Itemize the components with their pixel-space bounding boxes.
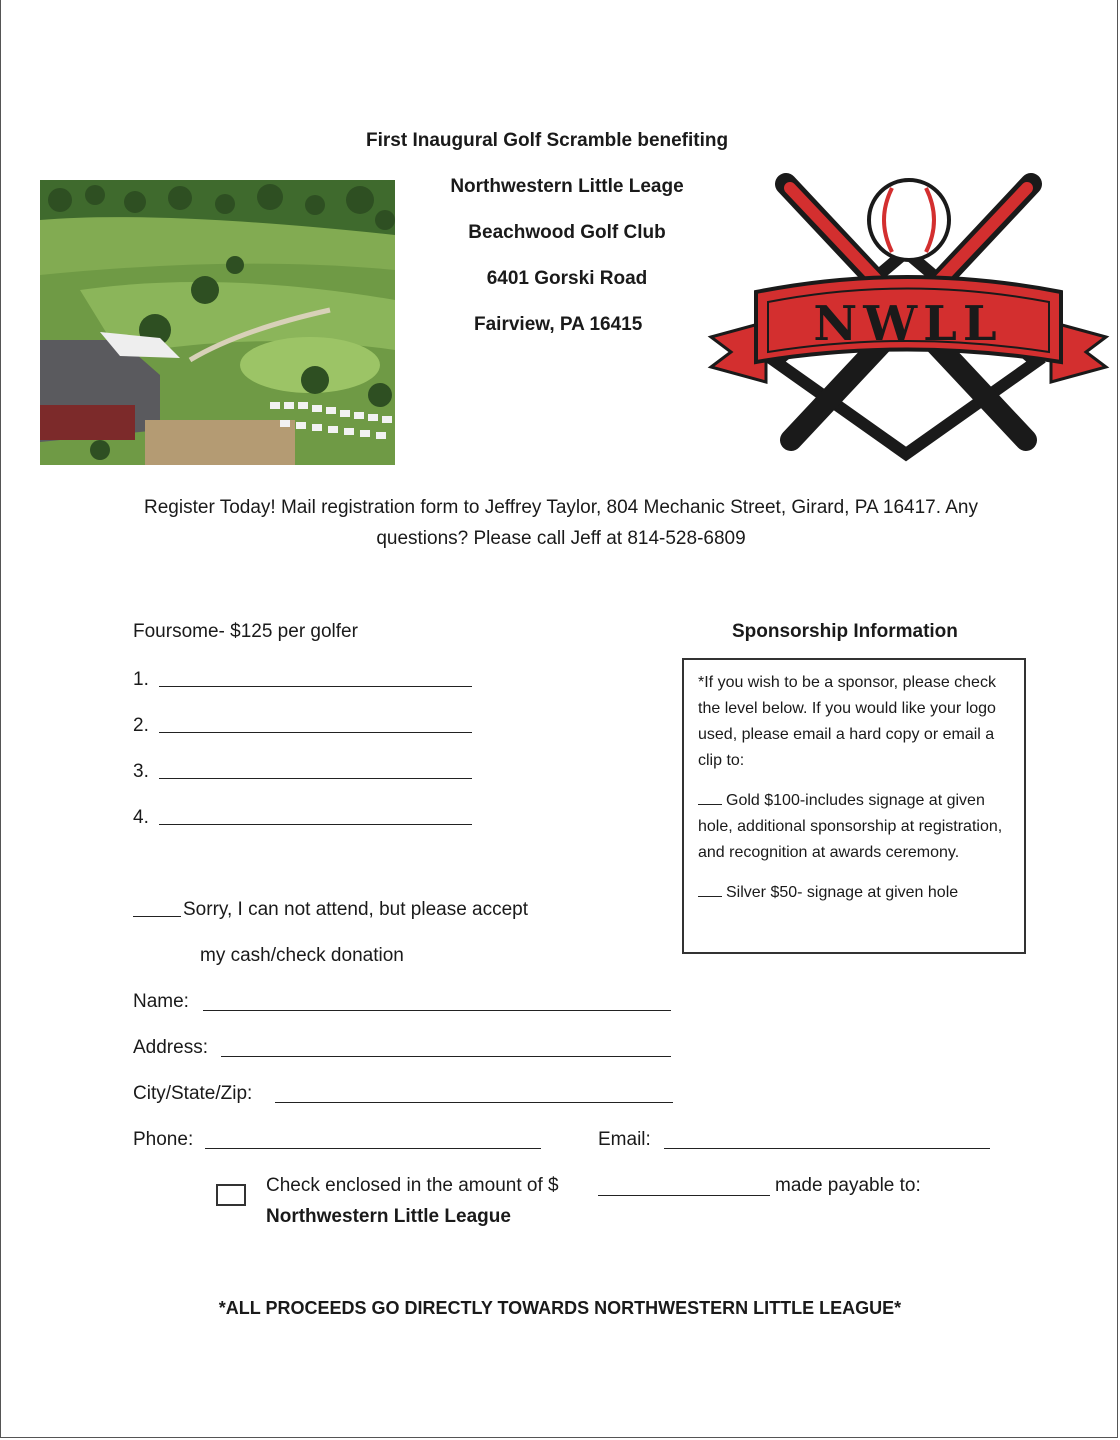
flyer-title: First Inaugural Golf Scramble benefiting bbox=[366, 130, 729, 151]
address-label: Address: bbox=[133, 1037, 208, 1058]
golfer-slot-3-label: 3. bbox=[133, 761, 149, 782]
golf-course-photo bbox=[40, 180, 395, 465]
sponsorship-silver-option bbox=[698, 880, 1010, 906]
sponsorship-gold-option bbox=[698, 788, 1010, 866]
check-amount-prefix: Check enclosed in the amount of $ bbox=[266, 1175, 559, 1196]
sponsorship-intro: *If you wish to be a sponsor, please check the level below. If you would like your logo used, please email a hard copy or email a clip to: bbox=[698, 674, 996, 769]
city-state-zip-label: City/State/Zip: bbox=[133, 1083, 253, 1104]
address-field[interactable] bbox=[221, 1056, 671, 1057]
check-payee: Northwestern Little League bbox=[266, 1206, 511, 1227]
name-field[interactable] bbox=[203, 1010, 671, 1011]
silver-text: Silver $50- signage at given hole bbox=[726, 884, 959, 901]
phone-label: Phone: bbox=[133, 1129, 194, 1150]
donation-check-blank[interactable] bbox=[133, 916, 181, 917]
foursome-heading: Foursome- $125 per golfer bbox=[133, 621, 358, 642]
sponsorship-heading: Sponsorship Information bbox=[732, 621, 958, 642]
gold-check-blank[interactable] bbox=[698, 804, 722, 805]
league-name: Northwestern Little Leage bbox=[450, 176, 684, 197]
donation-line-2: my cash/check donation bbox=[200, 945, 404, 966]
city-state-zip-field[interactable] bbox=[275, 1102, 673, 1103]
logo-text: NWLL bbox=[813, 296, 1003, 352]
donation-line-1: Sorry, I can not attend, but please accept bbox=[183, 899, 529, 920]
silver-check-blank[interactable] bbox=[698, 896, 722, 897]
check-enclosed-checkbox[interactable] bbox=[216, 1184, 246, 1206]
golfer-4-field[interactable] bbox=[159, 824, 472, 825]
golfer-3-field[interactable] bbox=[159, 778, 472, 779]
sponsorship-box bbox=[682, 658, 1026, 954]
proceeds-notice: *ALL PROCEEDS GO DIRECTLY TOWARDS NORTHWESTERN LITTLE LEAGUE* bbox=[218, 1298, 902, 1318]
venue-street: 6401 Gorski Road bbox=[486, 268, 648, 289]
email-field[interactable] bbox=[664, 1148, 990, 1149]
name-label: Name: bbox=[133, 991, 189, 1012]
golfer-slot-4-label: 4. bbox=[133, 807, 149, 828]
nwll-logo bbox=[706, 172, 1111, 462]
golfer-slot-2-label: 2. bbox=[133, 715, 149, 736]
golfer-2-field[interactable] bbox=[159, 732, 472, 733]
venue-city: Fairview, PA 16415 bbox=[474, 314, 643, 335]
golfer-slot-1-label: 1. bbox=[133, 669, 149, 690]
venue-name: Beachwood Golf Club bbox=[468, 222, 666, 243]
check-amount-field[interactable] bbox=[598, 1195, 770, 1196]
email-label: Email: bbox=[598, 1129, 651, 1150]
phone-field[interactable] bbox=[205, 1148, 541, 1149]
check-payable-suffix: made payable to: bbox=[775, 1175, 921, 1196]
golfer-1-field[interactable] bbox=[159, 686, 472, 687]
gold-text: Gold $100-includes signage at given hole, additional sponsorship at registration, and recognition at awards ceremony. bbox=[698, 792, 1003, 861]
register-instructions: Register Today! Mail registration form to Jeffrey Taylor, 804 Mechanic Street, Girard, PA 16417. Any questions? Please call Jeff at 814-528-6809 bbox=[144, 497, 978, 549]
